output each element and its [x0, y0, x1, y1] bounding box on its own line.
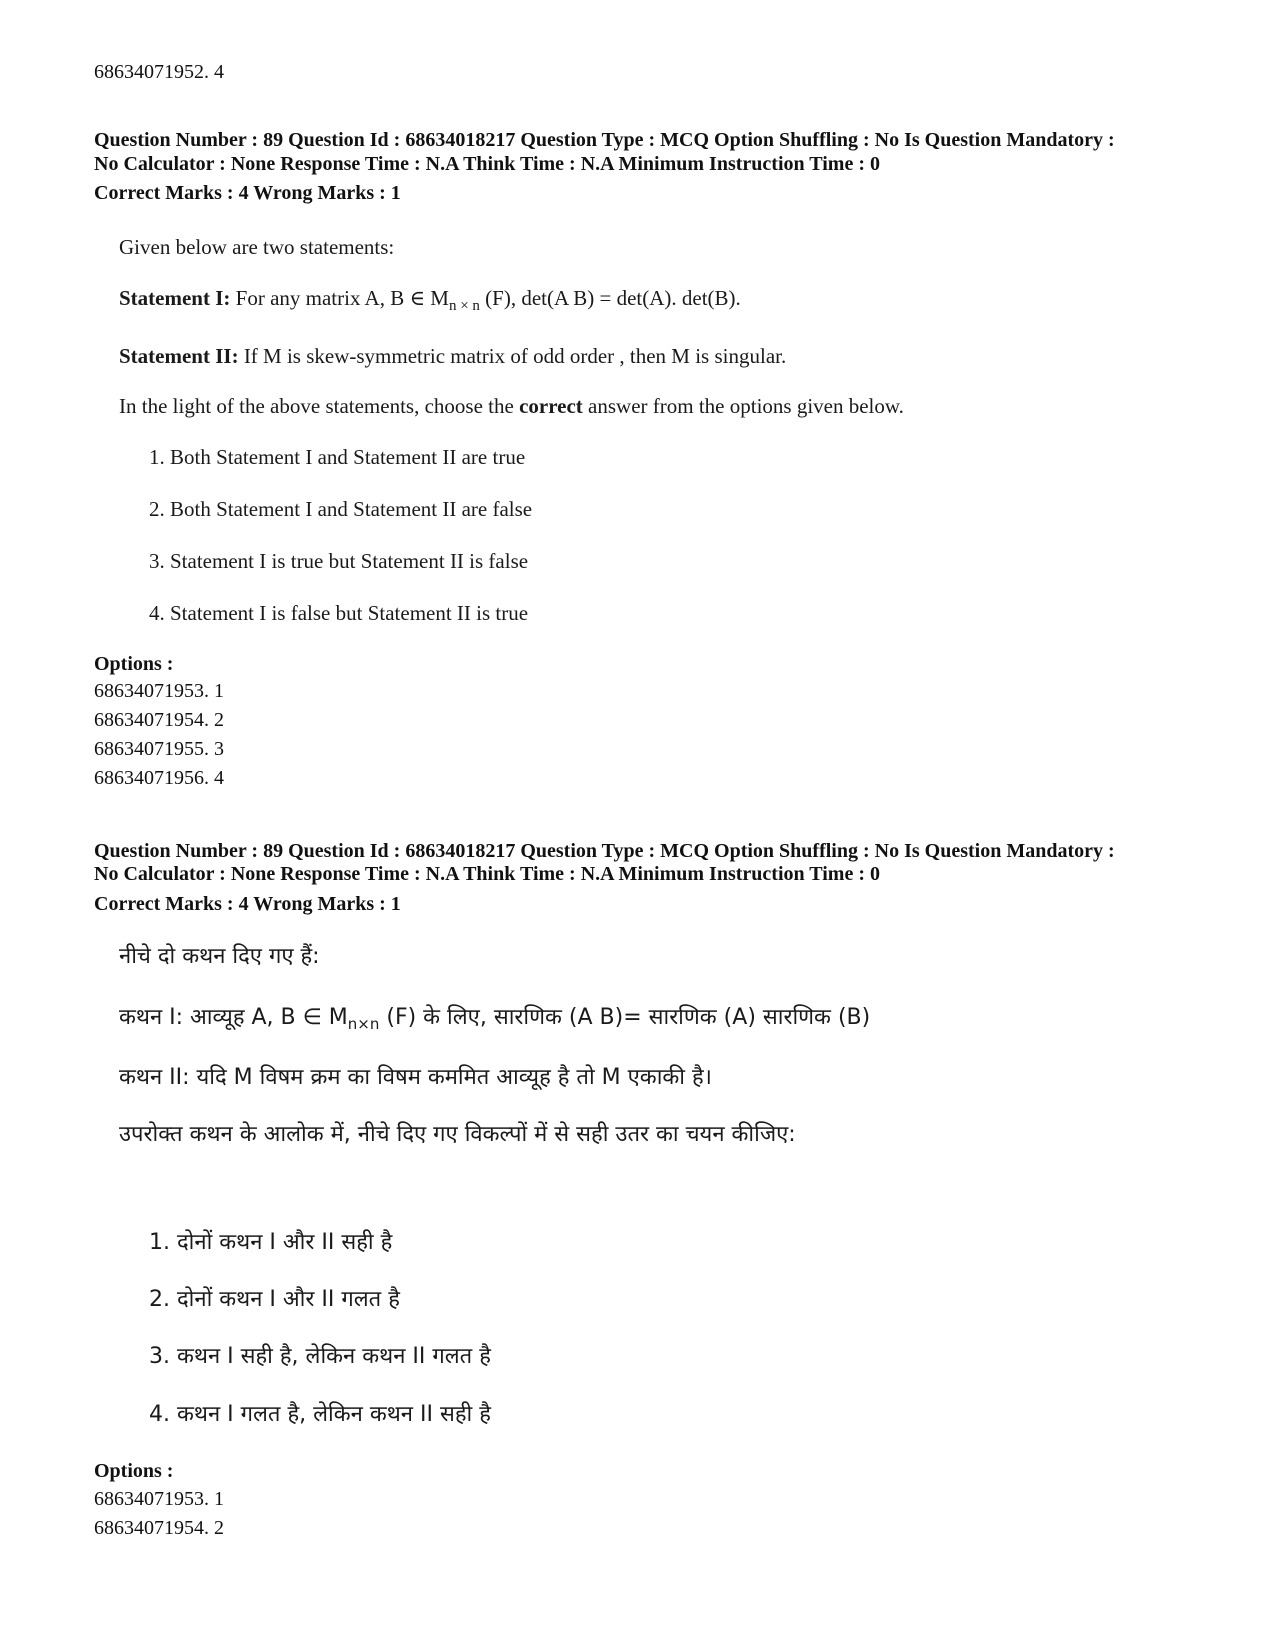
option-line: 68634071956. 4 — [94, 767, 224, 789]
option-line: 68634071955. 3 — [94, 738, 224, 760]
statement-1-text-end: (F) के लिए, सारणिक (A B)= सारणिक (A) सारणिक (B) — [386, 1005, 871, 1030]
choice-item: 1. दोनों कथन I और II सही है — [149, 1230, 393, 1255]
statement-1 — [119, 1003, 870, 1033]
question-intro: Given below are two statements: — [119, 235, 395, 259]
choice-item: 1. Both Statement I and Statement II are true — [149, 445, 526, 469]
choice-item: 4. कथन I गलत है, लेकिन कथन II सही है — [149, 1402, 491, 1427]
statement-1-text: For any matrix A, B ∈ M — [235, 286, 449, 310]
choice-item: 2. Both Statement I and Statement II are false — [149, 497, 533, 521]
question-intro: नीचे दो कथन दिए गए हैं: — [119, 944, 320, 969]
question-prompt: उपरोक्त कथन के आलोक में, नीचे दिए गए विकल्पों में से सही उतर का चयन कीजिए: — [119, 1122, 796, 1147]
statement-1 — [119, 285, 741, 314]
choice-item: 4. Statement I is false but Statement II is true — [149, 601, 529, 625]
option-line: 68634071953. 1 — [94, 1488, 224, 1510]
statement-1-text: कथन I: आव्यूह A, B ∈ M — [119, 1005, 348, 1030]
choice-item: 3. कथन I सही है, लेकिन कथन II गलत है — [149, 1344, 491, 1369]
prompt-start: In the light of the above statements, choose the — [119, 394, 514, 418]
statement-2-text: If M is skew-symmetric matrix of odd order , then M is singular. — [243, 344, 787, 368]
question-header-line1: Question Number : 89 Question Id : 68634018217 Question Type : MCQ Option Shuffling : No Is Question Mandatory : — [94, 129, 1115, 151]
options-label: Options : — [94, 653, 174, 675]
option-line: 68634071952. 4 — [94, 61, 224, 83]
question-prompt — [119, 393, 904, 419]
option-line: 68634071953. 1 — [94, 680, 224, 702]
statement-1-text-end: (F), det(A B) = det(A). det(B). — [485, 286, 741, 310]
marks-line: Correct Marks : 4 Wrong Marks : 1 — [94, 182, 401, 204]
statement-2: कथन II: यदि M विषम क्रम का विषम कममित आव्यूह है तो M एकाकी है। — [119, 1065, 713, 1090]
option-line: 68634071954. 2 — [94, 709, 224, 731]
choice-item: 3. Statement I is true but Statement II is false — [149, 549, 529, 573]
matrix-subscript: n × n — [448, 298, 480, 314]
statement-2-label: Statement II: — [119, 344, 239, 368]
prompt-emphasis: correct — [519, 394, 583, 418]
question-header-line2: No Calculator : None Response Time : N.A Think Time : N.A Minimum Instruction Time : 0 — [94, 863, 880, 885]
prompt-end: answer from the options given below. — [588, 394, 904, 418]
matrix-subscript: n×n — [347, 1015, 380, 1033]
option-line: 68634071954. 2 — [94, 1517, 224, 1539]
question-header-line1: Question Number : 89 Question Id : 68634018217 Question Type : MCQ Option Shuffling : No Is Question Mandatory : — [94, 840, 1115, 862]
choice-item: 2. दोनों कथन I और II गलत है — [149, 1287, 400, 1312]
options-label: Options : — [94, 1460, 174, 1482]
statement-2 — [119, 343, 786, 369]
question-header-line2: No Calculator : None Response Time : N.A Think Time : N.A Minimum Instruction Time : 0 — [94, 153, 880, 175]
marks-line: Correct Marks : 4 Wrong Marks : 1 — [94, 893, 401, 915]
statement-1-label: Statement I: — [119, 286, 231, 310]
